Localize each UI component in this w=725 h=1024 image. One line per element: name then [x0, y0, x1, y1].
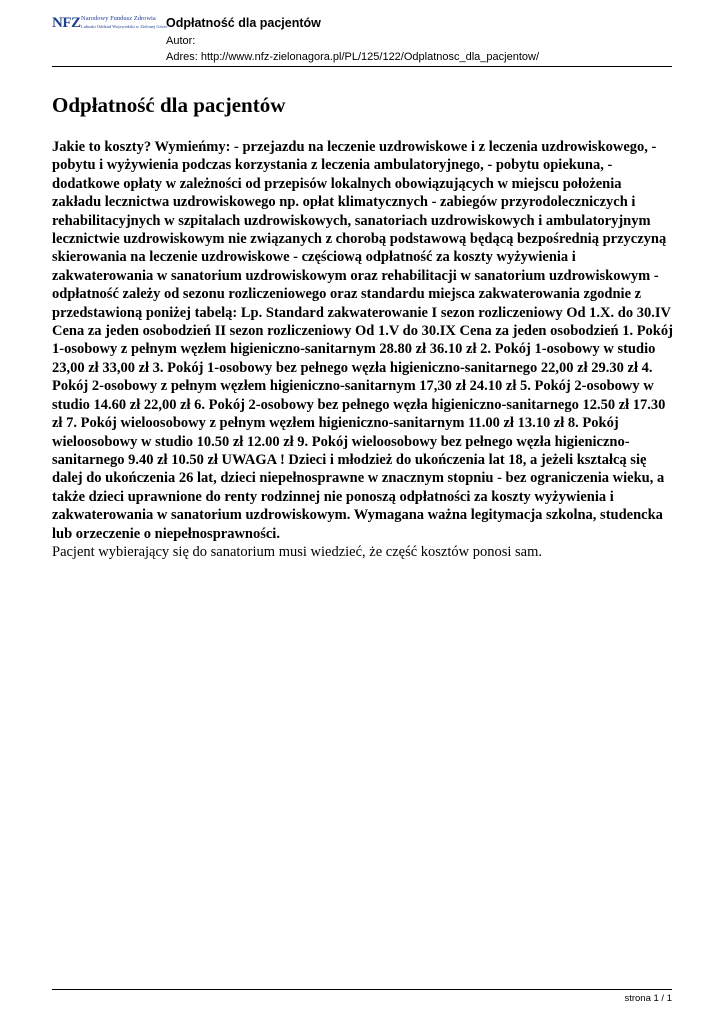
patient-note-paragraph: Pacjent wybierający się do sanatorium musi wiedzieć, że część kosztów ponosi sam.: [52, 543, 543, 560]
document-header: [52, 14, 672, 66]
nfz-logo-name: Narodowy Fundusz Zdrowia: [81, 15, 156, 22]
page-number: strona 1 / 1: [624, 993, 672, 1004]
header-author: Autor:: [166, 35, 196, 47]
header-divider: [52, 66, 672, 67]
nfz-logo: [52, 14, 168, 36]
costs-paragraph: Jakie to koszty? Wymieńmy: - przejazdu na leczenie uzdrowiskowe i z leczenia uzdrowiskowego, - pobytu i wyżywienia podczas korzystania z leczenia ambulatoryjnego, - pobytu opiekuna, - dodatkowe opłaty w zależności od przepisów lokalnych obowiązujących w miejscu położenia zakładu lecznictwa uzdrowiskowego np. opłat klimatycznych - zabiegów przyrodoleczniczych i rehabilitacyjnych w szpitalach uzdrowiskowych, sanatoriach uzdrowiskowych i ambulatoryjnym lecznictwie uzdrowiskowym nie związanych z chorobą podstawową będącą bezpośrednią przyczyną skierowania na leczenie uzdrowiskowe - częściową odpłatność za koszty wyżywienia i zakwaterowania w sanatorium uzdrowiskowym oraz rehabilitacji w sanatorium uzdrowiskowym - odpłatność zależy od sezonu rozliczeniowego oraz standardu miejsca zakwaterowania zgodnie z przedstawioną poniżej tabelą: Lp. Standard zakwaterowanie I sezon rozliczeniowy Od 1.X. do 30.IV Cena za jeden osobodzień II sezon rozliczeniowy Od 1.V do 30.IX Cena za jeden osobodzień 1. Pokój 1-osobowy z pełnym węzłem higieniczno-sanitarnym 28.80 zł 36.10 zł 2. Pokój 1-osobowy w studio 23,00 zł 33,00 zł 3. Pokój 1-osobowy bez pełnego węzła higieniczno-sanitarnego 22,00 zł 29.30 zł 4. Pokój 2-osobowy z pełnym węzłem higieniczno-sanitarnym 17,30 zł 24.10 zł 5. Pokój 2-osobowy w studio 14.60 zł 22,00 zł 6. Pokój 2-osobowy bez pełnego węzła higieniczno-sanitarnego 12.50 zł 17.30 zł 7. Pokój wieloosobowy z pełnym węzłem higieniczno-sanitarnym 11.00 zł 13.10 zł 8. Pokój wieloosobowy w studio 10.50 zł 12.00 zł 9. Pokój wieloosobowy bez pełnego węzła higieniczno-sanitarnego 9.40 zł 10.50 zł UWAGA ! Dzieci i młodzież do ukończenia lat 18, a jeżeli kształcą się dalej do ukończenia 26 lat, dzieci niepełnosprawne w znacznym stopniu - bez ograniczenia wieku, a także dzieci uprawnione do renty rodzinnej nie ponoszą odpłatności za koszty wyżywienia i zakwaterowania w sanatorium uzdrowiskowym. Wymagana ważna legitymacja szkolna, studencka lub orzeczenie o niepełnosprawności.: [52, 139, 673, 542]
header-title: Odpłatność dla pacjentów: [166, 16, 321, 30]
header-address: Adres: http://www.nfz-zielonagora.pl/PL/125/122/Odplatnosc_dla_pacjentow/: [166, 51, 540, 63]
article-title: Odpłatność dla pacjentów: [52, 93, 286, 117]
nfz-logo-mark: NFZ: [52, 15, 81, 31]
footer-divider: [52, 989, 672, 990]
article-body: [52, 138, 674, 561]
nfz-logo-branch: Lubuski Oddział Wojewódzki w Zielonej Górze: [81, 24, 168, 29]
